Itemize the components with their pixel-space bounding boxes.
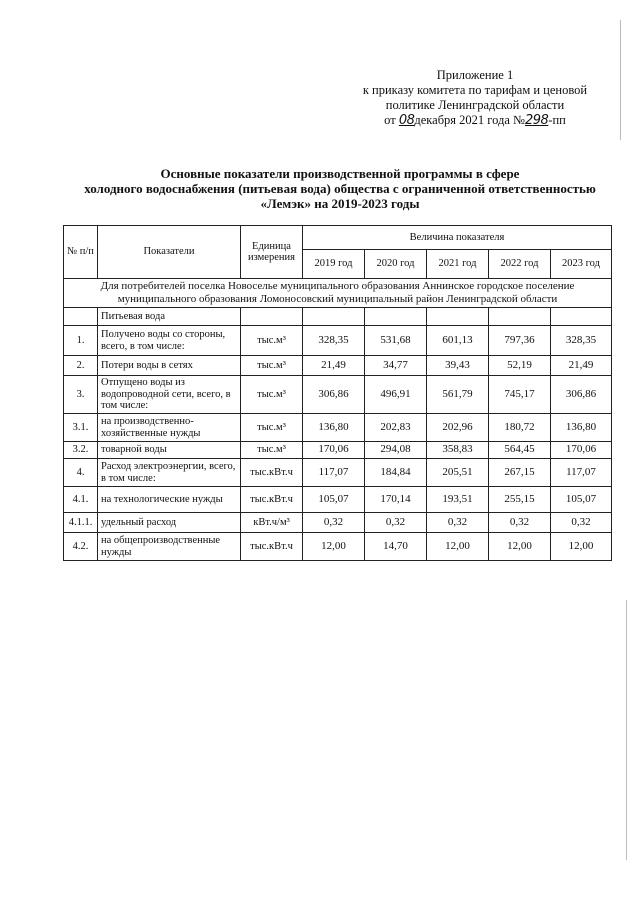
row-value: 170,06: [551, 442, 612, 459]
row-value: 14,70: [365, 533, 427, 561]
row-value: 294,08: [365, 442, 427, 459]
row-value: 306,86: [551, 376, 612, 414]
scan-edge-mark: [626, 600, 627, 860]
header-value-group: Величина показателя: [303, 226, 612, 250]
date-middle: декабря 2021 года №: [414, 113, 525, 127]
row-name: Получено воды со стороны, всего, в том числе:: [98, 326, 241, 356]
table-row: [64, 459, 612, 487]
appendix-line1: Приложение 1: [436, 68, 514, 82]
document-title: [80, 166, 600, 211]
table-row: [64, 356, 612, 376]
row-unit: тыс.кВт.ч: [241, 487, 303, 513]
row-value: 180,72: [489, 414, 551, 442]
row-value: 21,49: [303, 356, 365, 376]
table-row: [64, 513, 612, 533]
row-value: 797,36: [489, 326, 551, 356]
row-unit: тыс.кВт.ч: [241, 459, 303, 487]
subheader-drinking-water: Питьевая вода: [98, 308, 241, 326]
indicators-table: [63, 225, 612, 561]
row-value: 105,07: [303, 487, 365, 513]
row-value: 170,14: [365, 487, 427, 513]
header-num: № п/п: [64, 226, 98, 279]
row-value: 564,45: [489, 442, 551, 459]
row-value: 136,80: [551, 414, 612, 442]
subheader-empty-cell: [427, 308, 489, 326]
row-num: 4.1.1.: [64, 513, 98, 533]
row-num: 3.1.: [64, 414, 98, 442]
appendix-block: [340, 68, 610, 128]
row-value: 328,35: [551, 326, 612, 356]
row-value: 202,83: [365, 414, 427, 442]
row-value: 561,79: [427, 376, 489, 414]
row-value: 267,15: [489, 459, 551, 487]
row-value: 12,00: [489, 533, 551, 561]
date-prefix: от: [384, 113, 396, 127]
table-row: [64, 414, 612, 442]
row-num: 4.: [64, 459, 98, 487]
subheader-empty-cell: [241, 308, 303, 326]
row-num: 4.2.: [64, 533, 98, 561]
row-value: 0,32: [427, 513, 489, 533]
row-value: 255,15: [489, 487, 551, 513]
row-name: удельный расход: [98, 513, 241, 533]
row-value: 52,19: [489, 356, 551, 376]
row-num: 1.: [64, 326, 98, 356]
table-row: [64, 533, 612, 561]
title-line1: Основные показатели производственной программы в сфере: [160, 166, 520, 181]
region-row: Для потребителей поселка Новоселье муниципального образования Аннинское городское поселение муниципального образования Ломоносовский муниципальный район Ленинградской области: [64, 279, 612, 308]
row-value: 601,13: [427, 326, 489, 356]
row-value: 170,06: [303, 442, 365, 459]
row-value: 496,91: [365, 376, 427, 414]
row-num: 4.1.: [64, 487, 98, 513]
row-value: 12,00: [427, 533, 489, 561]
row-value: 531,68: [365, 326, 427, 356]
row-num: 2.: [64, 356, 98, 376]
row-unit: тыс.м³: [241, 376, 303, 414]
row-unit: кВт.ч/м³: [241, 513, 303, 533]
header-year: 2019 год: [303, 250, 365, 279]
row-num: 3.: [64, 376, 98, 414]
row-value: 745,17: [489, 376, 551, 414]
row-unit: тыс.м³: [241, 442, 303, 459]
header-year: 2022 год: [489, 250, 551, 279]
row-value: 136,80: [303, 414, 365, 442]
row-value: 12,00: [551, 533, 612, 561]
row-value: 202,96: [427, 414, 489, 442]
title-line2: холодного водоснабжения (питьевая вода) общества с ограниченной ответственностью: [84, 181, 596, 196]
row-value: 184,84: [365, 459, 427, 487]
row-value: 0,32: [365, 513, 427, 533]
row-name: на технологические нужды: [98, 487, 241, 513]
order-suffix: -пп: [548, 113, 566, 127]
title-line3: «Лемэк» на 2019-2023 годы: [260, 196, 420, 211]
table-row: [64, 487, 612, 513]
row-value: 328,35: [303, 326, 365, 356]
scan-edge-mark: [620, 20, 621, 140]
row-value: 117,07: [551, 459, 612, 487]
row-name: на общепроизводственные нужды: [98, 533, 241, 561]
subheader-empty-cell: [489, 308, 551, 326]
row-unit: тыс.м³: [241, 326, 303, 356]
header-year: 2021 год: [427, 250, 489, 279]
subheader-empty-cell: [64, 308, 98, 326]
row-value: 105,07: [551, 487, 612, 513]
header-year: 2023 год: [551, 250, 612, 279]
row-name: товарной воды: [98, 442, 241, 459]
row-value: 39,43: [427, 356, 489, 376]
row-value: 306,86: [303, 376, 365, 414]
row-name: Расход электроэнергии, всего, в том числе:: [98, 459, 241, 487]
row-value: 12,00: [303, 533, 365, 561]
subheader-empty-cell: [303, 308, 365, 326]
subheader-empty-cell: [365, 308, 427, 326]
table-row: [64, 376, 612, 414]
row-name: Отпущено воды из водопроводной сети, всего, в том числе:: [98, 376, 241, 414]
row-num: 3.2.: [64, 442, 98, 459]
row-name: на производственно-хозяйственные нужды: [98, 414, 241, 442]
table-row: [64, 442, 612, 459]
row-value: 0,32: [489, 513, 551, 533]
row-value: 21,49: [551, 356, 612, 376]
row-value: 358,83: [427, 442, 489, 459]
row-unit: тыс.кВт.ч: [241, 533, 303, 561]
row-value: 205,51: [427, 459, 489, 487]
row-value: 34,77: [365, 356, 427, 376]
row-value: 193,51: [427, 487, 489, 513]
header-indicator: Показатели: [98, 226, 241, 279]
row-value: 0,32: [303, 513, 365, 533]
row-unit: тыс.м³: [241, 356, 303, 376]
table-row: [64, 326, 612, 356]
handwritten-number: 298: [524, 113, 549, 128]
subheader-empty-cell: [551, 308, 612, 326]
appendix-date-line: [340, 113, 610, 128]
header-unit: Единица измерения: [241, 226, 303, 279]
row-value: 117,07: [303, 459, 365, 487]
header-year: 2020 год: [365, 250, 427, 279]
appendix-line2: к приказу комитета по тарифам и ценовой: [362, 83, 588, 97]
row-name: Потери воды в сетях: [98, 356, 241, 376]
appendix-line3: политике Ленинградской области: [385, 98, 565, 112]
row-value: 0,32: [551, 513, 612, 533]
handwritten-day: 08: [398, 113, 415, 128]
row-unit: тыс.м³: [241, 414, 303, 442]
